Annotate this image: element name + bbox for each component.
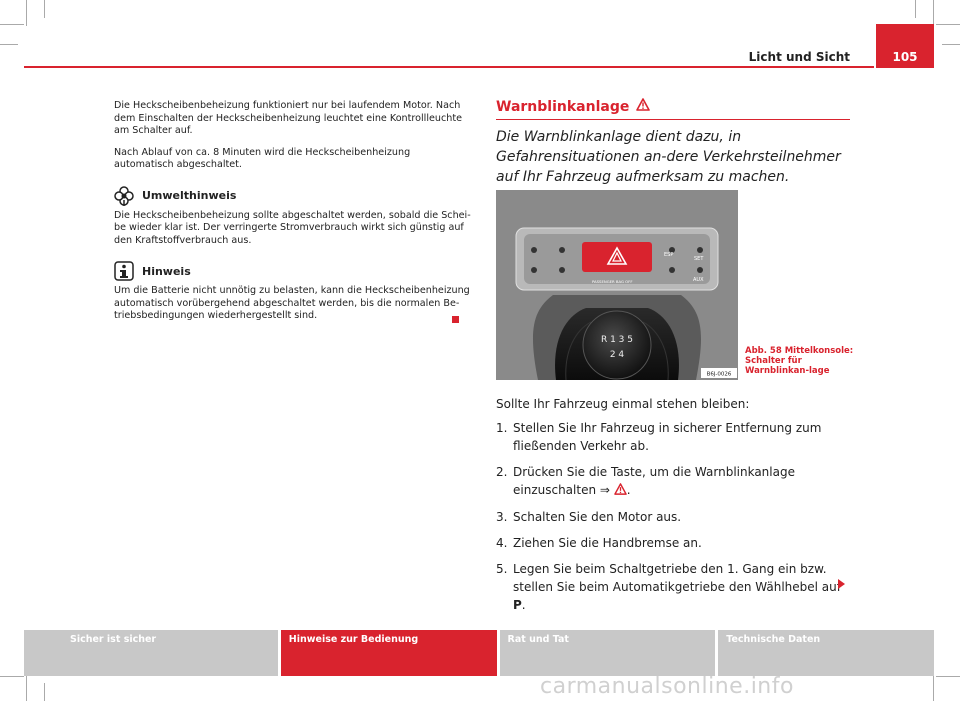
footer-nav <box>24 630 934 676</box>
crop-mark <box>933 676 934 701</box>
step-number: 3. <box>496 510 508 524</box>
paragraph: Die Heckscheibenbeheizung funktioniert nur bei laufendem Motor. Nach dem Einschalten der Heckscheibenheizung leuchtet eine Kontrollleuchte am Schalter auf. <box>114 100 463 136</box>
step-text: Schalten Sie den Motor aus. <box>513 510 682 524</box>
gear-pattern-bottom: 2 4 <box>609 350 625 360</box>
page-number: 105 <box>876 24 934 68</box>
crop-mark <box>0 44 18 45</box>
aux-label: AUX <box>693 277 704 283</box>
hand-info-icon <box>114 261 134 281</box>
figure-code: B6J-0026 <box>706 371 732 378</box>
center-console-figure <box>496 190 738 380</box>
continue-arrow-icon <box>838 579 845 589</box>
figure-caption: Abb. 58 Mittelkonsole: Schalter für Warnblinkan-lage <box>745 346 854 376</box>
watermark: carmanualsonline.info <box>540 674 794 699</box>
step-number: 4. <box>496 536 508 550</box>
tab-rat-und-tat[interactable]: Rat und Tat <box>500 630 716 676</box>
end-square-icon <box>452 316 459 323</box>
warning-triangle-icon <box>636 98 650 115</box>
note-title: Hinweis <box>142 264 191 278</box>
crop-mark <box>0 24 24 25</box>
list-item <box>496 463 856 500</box>
step-text: Stellen Sie Ihr Fahrzeug in sicherer Entfernung zum fließenden Verkehr ab. <box>513 421 822 453</box>
steps-lead: Sollte Ihr Fahrzeug einmal stehen bleiben: <box>496 397 750 411</box>
intro-text: Die Warnblinkanlage dient dazu, in Gefahrensituationen an-dere Verkehrsteilnehmer auf Ihr Fahrzeug aufmerksam zu machen. <box>496 129 841 185</box>
environment-note-heading <box>114 186 472 206</box>
crop-mark <box>933 0 934 26</box>
gear-pattern-top: R 1 3 5 <box>600 335 634 345</box>
esp-label: ESP <box>664 252 674 258</box>
header-rule <box>24 66 874 68</box>
step-text-container: Drücken Sie die Taste, um die Warnblinkanlage einzuschalten ⇒ . <box>513 463 856 500</box>
step-number: 1. <box>496 421 508 435</box>
gear-position-p: P <box>513 598 522 612</box>
crop-mark <box>44 0 45 18</box>
crop-mark <box>942 44 960 45</box>
tab-technische-daten[interactable]: Technische Daten <box>718 630 934 676</box>
paragraph: Nach Ablauf von ca. 8 Minuten wird die Heckscheibenheizung automatisch abgeschaltet. <box>114 146 411 170</box>
step-number: 5. <box>496 562 508 576</box>
crop-mark <box>936 676 960 677</box>
crop-mark <box>936 24 960 25</box>
crop-mark <box>26 0 27 26</box>
tab-hinweise-zur-bedienung[interactable]: Hinweise zur Bedienung <box>281 630 497 676</box>
tab-sicher-ist-sicher[interactable]: Sicher ist sicher <box>24 630 278 676</box>
environment-note-title: Umwelthinweis <box>142 189 237 202</box>
environment-note-text: Die Heckscheibenbeheizung sollte abgeschaltet werden, sobald die Schei-be wieder klar ist. Der verringerte Stromverbrauch wirkt sich günstig auf den Kraftstoffverbrauch aus. <box>114 209 471 246</box>
crop-mark <box>26 676 27 701</box>
crop-mark <box>0 676 24 677</box>
list-item <box>496 419 856 455</box>
warning-triangle-icon[interactable] <box>614 482 627 500</box>
set-label: SET <box>694 256 704 262</box>
step-text-container: Legen Sie beim Schaltgetriebe den 1. Gang ein bzw. stellen Sie beim Automatikgetriebe den Wählhebel auf P. <box>513 562 841 612</box>
section-title-text: Warnblinkanlage <box>496 98 630 115</box>
step-text: Ziehen Sie die Handbremse an. <box>513 536 702 550</box>
steps-list <box>496 419 856 622</box>
step-text: Drücken Sie die Taste, um die Warnblinkanlage einzuschalten ⇒ <box>513 465 795 497</box>
step-number: 2. <box>496 465 508 479</box>
list-item <box>496 560 856 614</box>
note-text: Um die Batterie nicht unnötig zu belasten, kann die Heckscheibenheizung automatisch vorübergehend abgeschaltet werden, bis die normalen Be-triebsbedingungen wiederhergestellt sind. <box>114 285 470 321</box>
list-item <box>496 534 856 552</box>
left-column <box>114 100 472 332</box>
section-title <box>496 98 650 115</box>
section-rule <box>496 119 850 120</box>
step-text: Legen Sie beim Schaltgetriebe den 1. Gang ein bzw. stellen Sie beim Automatikgetriebe den Wählhebel auf <box>513 562 841 594</box>
chapter-title: Licht und Sicht <box>748 50 850 64</box>
crop-mark <box>44 683 45 701</box>
note-heading <box>114 261 472 281</box>
console-illustration <box>496 190 738 380</box>
passenger-bag-label: PASSENGER BAG OFF <box>592 279 633 284</box>
list-item <box>496 508 856 526</box>
flower-icon <box>114 186 134 206</box>
crop-mark <box>915 0 916 18</box>
